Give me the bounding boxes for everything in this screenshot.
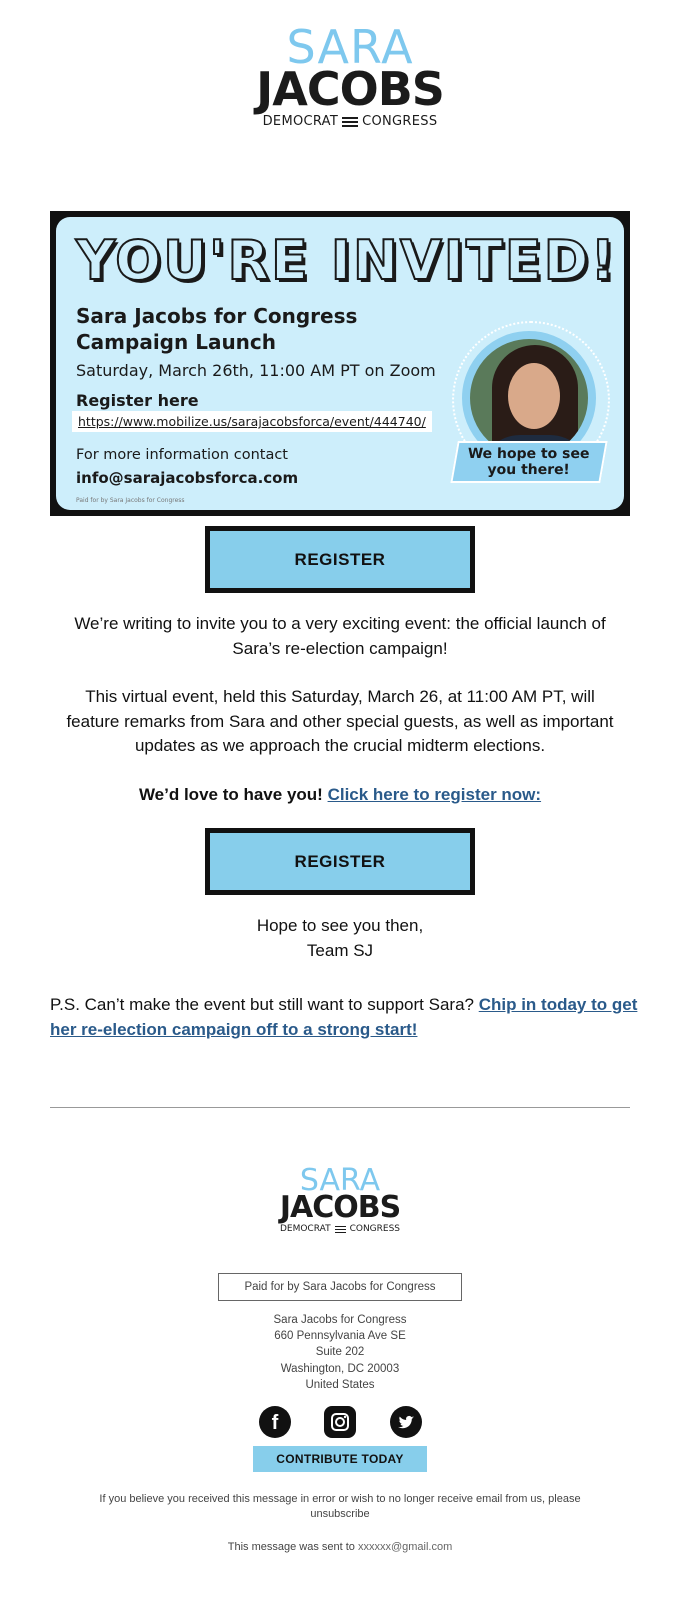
ps-paragraph <box>50 993 640 1042</box>
unsubscribe-notice <box>80 1492 600 1522</box>
address-street: 660 Pennsylvania Ave SE <box>274 1330 406 1343</box>
banner-title <box>76 303 476 355</box>
unsubscribe-text: If you believe you received this message in error or wish to no longer receive email from us, please <box>99 1493 581 1505</box>
twitter-icon[interactable] <box>390 1406 422 1438</box>
register-button-secondary[interactable]: REGISTER <box>205 828 475 895</box>
footer-logo-first-name: SARA <box>299 1163 381 1198</box>
invite-banner[interactable] <box>50 211 630 516</box>
facebook-icon[interactable] <box>259 1406 291 1438</box>
event-line2: feature remarks from Sara and other special guests, as well as important <box>66 711 614 731</box>
intro-line1: We’re writing to invite you to a very exciting event: the official launch of <box>74 614 606 633</box>
register-button[interactable]: REGISTER <box>205 526 475 593</box>
team-signature: Team SJ <box>306 940 374 960</box>
banner-url: https://www.mobilize.us/sarajacobsforca/event/444740/ <box>72 411 432 432</box>
svg-text:f: f <box>271 1412 279 1434</box>
event-line1: This virtual event, held this Saturday, March 26, at 11:00 AM PT, will <box>85 687 595 706</box>
event-line3: updates as we approach the crucial midterm elections. <box>134 736 546 755</box>
sent-to-notice <box>0 1540 680 1555</box>
sent-to-email: xxxxxx@gmail.com <box>357 1541 453 1553</box>
footer-flag-icon <box>335 1224 346 1235</box>
love-text: We’d love to have you! <box>138 785 323 804</box>
banner-register-label: Register here <box>76 391 199 410</box>
footer-logo-right-word: CONGRESS <box>349 1224 401 1234</box>
register-link[interactable]: Click here to register now: <box>327 785 542 804</box>
footer-logo-subtitle <box>0 1224 680 1235</box>
logo-first-name: SARA <box>286 20 414 74</box>
banner-paid-for: Paid for by Sara Jacobs for Congress <box>76 497 185 504</box>
address-country: United States <box>305 1378 375 1391</box>
footer-logo <box>0 1163 680 1240</box>
signoff-line: Hope to see you then, <box>256 916 424 935</box>
banner-title-line1: Sara Jacobs for Congress <box>76 304 358 328</box>
mailing-address <box>0 1312 680 1393</box>
banner-title-line2: Campaign Launch <box>76 330 277 354</box>
footer-logo-last-name: JACOBS <box>279 1190 401 1225</box>
banner-email: info@sarajacobsforca.com <box>76 469 299 487</box>
signoff <box>50 914 630 963</box>
banner-info-label: For more information contact <box>76 447 288 463</box>
address-org: Sara Jacobs for Congress <box>273 1314 407 1326</box>
love-paragraph <box>50 783 630 808</box>
banner-headline: YOU'RE INVITED! <box>76 229 618 292</box>
banner-date: Saturday, March 26th, 11:00 AM PT on Zoom <box>76 361 436 380</box>
ps-text: P.S. Can’t make the event but still want to support Sara? <box>50 995 474 1014</box>
contribute-button[interactable]: CONTRIBUTE TODAY <box>253 1446 427 1472</box>
sent-to-label: This message was sent to <box>227 1541 355 1553</box>
intro-line2: Sara’s re-election campaign! <box>232 638 448 658</box>
badge-line2: you there! <box>486 462 572 478</box>
footer-logo-left-word: DEMOCRAT <box>279 1224 331 1234</box>
instagram-icon[interactable] <box>324 1406 356 1438</box>
logo-subtitle <box>0 114 700 130</box>
invite-banner-panel <box>56 217 624 510</box>
intro-paragraph <box>50 612 630 661</box>
hope-badge <box>450 441 607 483</box>
campaign-logo <box>0 20 700 154</box>
address-suite: Suite 202 <box>315 1346 365 1359</box>
flag-icon <box>342 115 358 129</box>
paid-for-disclaimer: Paid for by Sara Jacobs for Congress <box>218 1273 462 1301</box>
chip-in-link[interactable]: Chip in today to get her re-election campaign off to a strong start! <box>50 995 638 1039</box>
event-paragraph <box>50 685 630 759</box>
logo-right-word: CONGRESS <box>362 114 438 129</box>
logo-last-name: JACOBS <box>256 62 444 116</box>
unsubscribe-link[interactable]: unsubscribe <box>310 1508 370 1520</box>
footer-divider <box>50 1107 630 1108</box>
address-city: Washington, DC 20003 <box>280 1362 400 1375</box>
logo-left-word: DEMOCRAT <box>262 114 339 129</box>
badge-line1: We hope to see <box>466 446 592 462</box>
